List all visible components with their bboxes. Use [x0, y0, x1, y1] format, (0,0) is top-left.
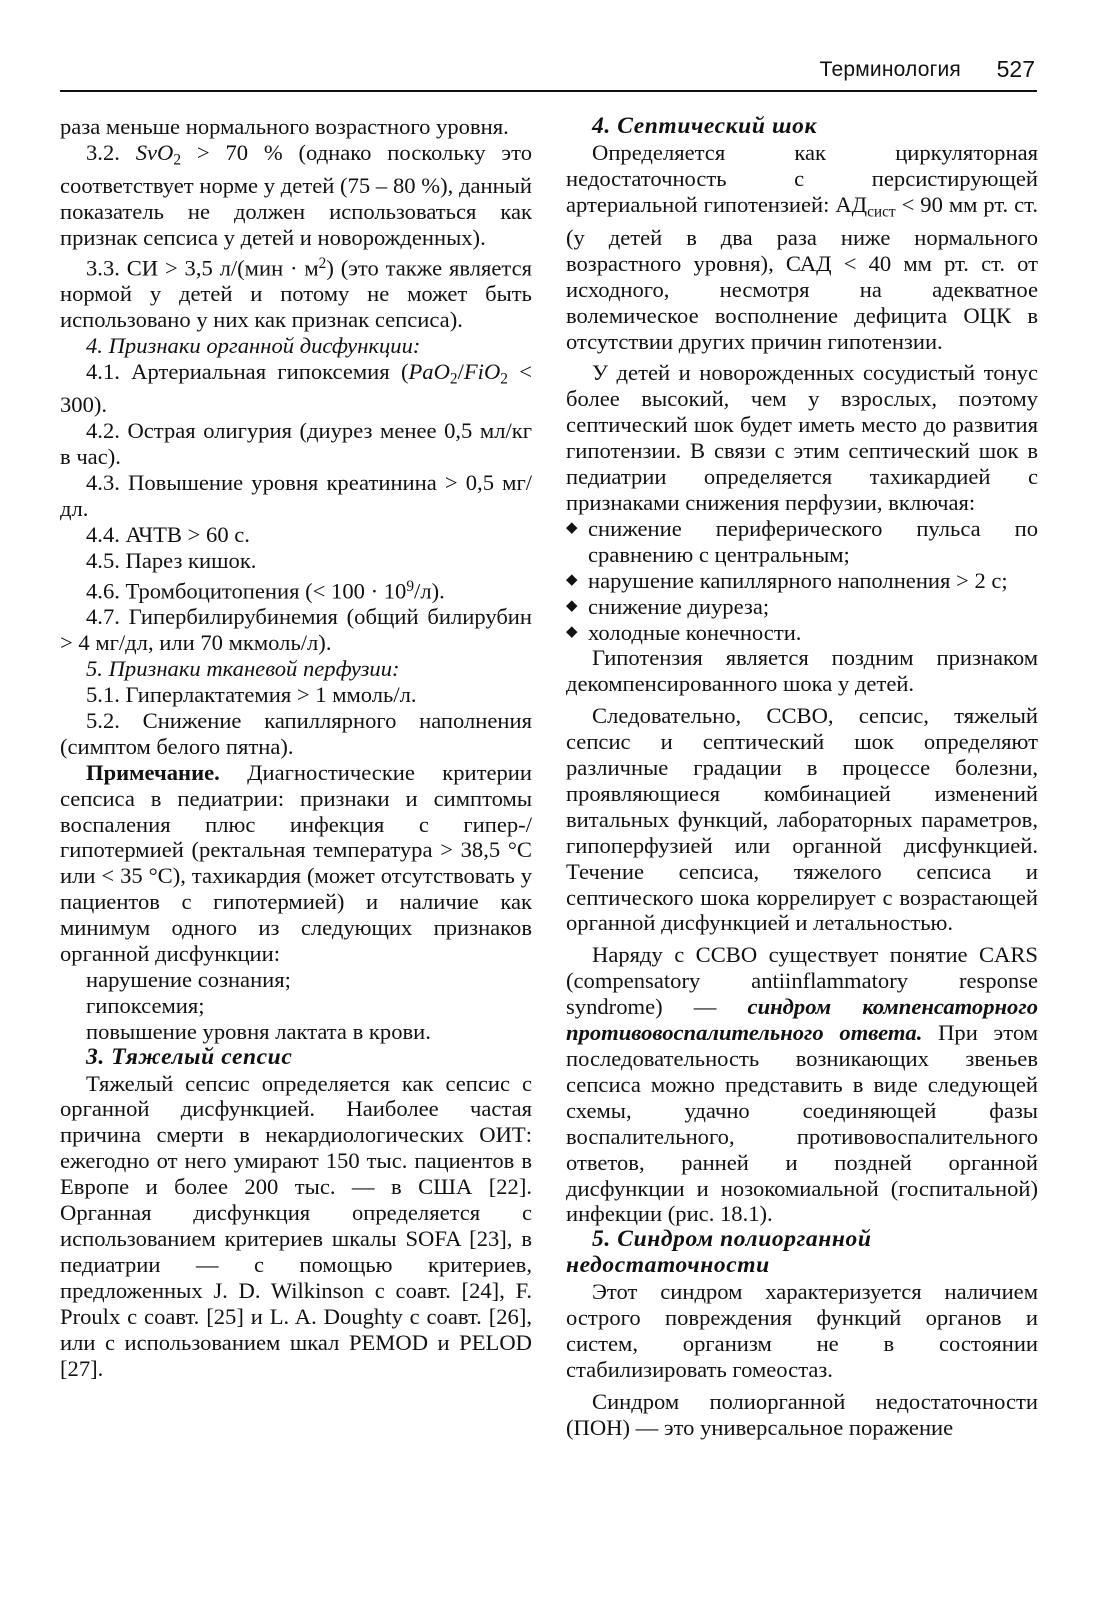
section-name: Терминология [819, 58, 961, 81]
note-item: нарушение сознания; [86, 966, 291, 992]
paragraph: 4.5. Парез кишок. [86, 547, 257, 573]
section-heading: 4. Септический шок [592, 113, 818, 139]
paragraph: 5.2. Снижение капиллярного наполнения (симптом белого пятна). [60, 707, 532, 759]
paragraph: Этот синдром характеризуется наличием острого повреждения функций органов и систем, организм не в состоянии стабилизировать гомеостаз. [566, 1279, 1038, 1382]
paragraph: 4.6. Тромбоцитопения (< $100 \cdot 10^9/л$). [86, 577, 445, 604]
paragraph: 3.3. СИ > 3,5 $л/(мин \cdot м^2)$ (это также является нормой у детей и потому не может быть использовано у них как признак сепсиса). [60, 254, 532, 333]
paragraph: Следовательно, ССВО, сепсис, тяжелый сепсис и септический шок определяют различные градации в процессе болезни, проявляющиеся комбинацией изменений витальных функций, лабораторных параметров, гипоперфузией или органной дисфункцией. Течение сепсиса, тяжелого сепсиса и септического шока коррелирует с возрастающей органной дисфункцией и летальностью. [566, 703, 1038, 936]
note-item: повышение уровня лактата в крови. [86, 1018, 431, 1044]
paragraph: 4.1. Артериальная гипоксемия (PaO$_2$/FiO$_2$ < 300). [60, 359, 532, 418]
list-item: ◆ снижение диуреза; [566, 593, 770, 619]
paragraph: раза меньше нормального возрастного уровня. [60, 114, 509, 139]
paragraph: 3.2. SvO$_2$ > 70 % (однако поскольку это соответствует норме у детей (75 – 80 %), данный показатель не должен использоваться как признак сепсиса у детей и новорожденных). [60, 139, 532, 250]
note-item: гипоксемия; [86, 992, 205, 1018]
paragraph: Синдром полиорганной недостаточности (ПОН) — это универсальное поражение [566, 1388, 1038, 1440]
paragraph: Гипотензия является поздним признаком декомпенсированного шока у детей. [566, 645, 1038, 697]
paragraph: 4.4. АЧТВ > 60 с. [86, 521, 250, 547]
paragraph: 4.2. Острая олигурия (диурез менее 0,5 мл/кг в час). [60, 418, 532, 470]
list-item: ◆ холодные конечности. [566, 619, 802, 645]
diamond-bullet-icon: ◆ [566, 597, 578, 614]
paragraph: У детей и новорожденных сосудистый тонус более высокий, чем у взрослых, поэтому септический шок будет иметь место до развития гипотензии. В связи с этим септический шок в педиатрии определяется тахикардией с признаками снижения перфузии, включая: [566, 360, 1038, 515]
list-subheading: 5. Признаки тканевой перфузии: [86, 656, 400, 682]
paragraph: 4.7. Гипербилирубинемия (общий билирубин > 4 мг/дл, или 70 мкмоль/л). [60, 604, 532, 656]
section-heading: 3. Тяжелый сепсис [86, 1043, 293, 1070]
diamond-bullet-icon: ◆ [566, 571, 578, 588]
paragraph: Наряду с ССВО существует понятие CARS (compensatory antiinflammatory response syndrome) — синдром компенсаторного противовоспалительного ответа. При этом последовательность возникающих звеньев сепсиса можно представить в виде следующей схемы, удачно соединяющей фазы воспалительного, противовоспалительного ответов, ранней и поздней органной дисфункции и нозокомиальной (госпитальной) инфекции (рис. 18.1). [566, 942, 1038, 1227]
note-paragraph: Примечание. Диагностические критерии сепсиса в педиатрии: признаки и симптомы воспаления плюс инфекция с гипер-/гипотермией (ректальная температура > 38,5 °С или < 35 °С), тахикардия (может отсутствовать у пациентов с гипотермией) и наличие как минимум одного из следующих признаков органной дисфункции: [60, 759, 532, 967]
paragraph: Тяжелый сепсис определяется как сепсис с органной дисфункцией. Наиболее частая причина смерти в некардиологических ОИТ: ежегодно от него умирают 150 тыс. пациентов в Европе и более 200 тыс. — в США [22]. Органная дисфункция определяется с использованием критериев шкалы SOFA [23], в педиатрии — с помощью критериев, предложенных J. D. Wilkinson с соавт. [24], F. Proulx с соавт. [25] и L. A. Doughty с соавт. [26], или с использованием шкал PEMOD и PELOD [27]. [60, 1070, 532, 1381]
diamond-bullet-icon: ◆ [566, 519, 578, 536]
running-header [60, 54, 1037, 92]
list-subheading: 4. Признаки органной дисфункции: [86, 333, 421, 359]
right-column [566, 114, 1038, 1441]
page-number: 527 [996, 56, 1035, 82]
bullet-list [566, 516, 1038, 646]
paragraph: 4.3. Повышение уровня креатинина > 0,5 мг/дл. [60, 470, 532, 521]
paragraph: 5.1. Гиперлактатемия > 1 ммоль/л. [86, 681, 417, 707]
diamond-bullet-icon: ◆ [566, 623, 578, 640]
section-heading: 5. Синдром полиорганной недостаточности [566, 1226, 872, 1279]
paragraph: Определяется как циркуляторная недостаточность с персистирующей артериальной гипотензией: $АД_{сист} < 90$ мм рт. ст. (у детей в два раза ниже нормального возрастного уровня), САД < 40 мм рт. ст. от исходного, несмотря на адекватное волемическое восполнение дефицита ОЦК в отсутствии других причин гипотензии. [566, 139, 1038, 354]
list-item: ◆ нарушение капиллярного наполнения > 2 с; [566, 567, 1008, 593]
left-column [60, 114, 532, 1381]
list-item: ◆ снижение периферического пульса по сравнению с центральным; [566, 515, 1038, 567]
